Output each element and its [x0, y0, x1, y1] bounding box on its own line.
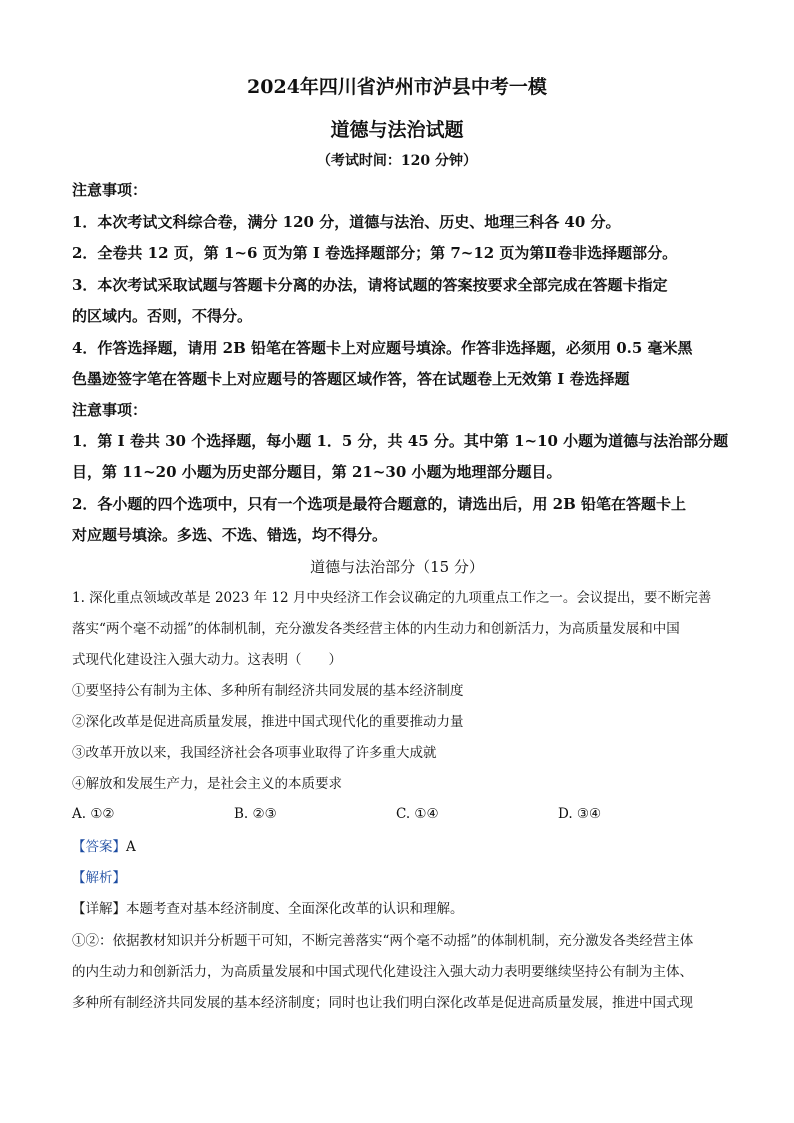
detail-intro: 本题考查对基本经济制度、全面深化改革的认识和理解。 — [126, 901, 464, 917]
exam-title: 2024年四川省泸州市泸县中考一模 — [247, 76, 547, 98]
answer-tag: 【答案】 — [72, 839, 126, 855]
section-heading: 道德与法治部分（15 分） — [310, 558, 484, 576]
notice-1-item-3a: 3．本次考试采取试题与答题卡分离的办法，请将试题的答案按要求全部完成在答题卡指定 — [72, 276, 668, 294]
detail-tag: 【详解】 — [72, 901, 126, 917]
analysis-tag: 【解析】 — [72, 870, 126, 886]
option-c: C. ①④ — [396, 806, 439, 822]
notice-2-item-1b: 目，第 11~20 小题为历史部分题目，第 21~30 小题为地理部分题目。 — [72, 463, 562, 481]
detail-paragraph-1b: 的内生动力和创新活力，为高质量发展和中国式现代化建设注入强大动力表明要继续坚持公有制为主体、 — [72, 964, 693, 980]
question-1-stem-1: 1. 深化重点领域改革是 2023 年 12 月中央经济工作会议确定的九项重点工作之一。会议提出，要不断完善 — [72, 590, 712, 606]
answer-line — [72, 837, 722, 857]
notice-1-item-4b: 色墨迹签字笔在答题卡上对应题号的答题区域作答，答在试题卷上无效第 I 卷选择题 — [72, 370, 630, 388]
detail-paragraph-1a: ①②：依据教材知识并分析题干可知，不断完善落实“两个毫不动摇”的体制机制，充分激发各类经营主体 — [72, 933, 694, 949]
notice-heading-1: 注意事项： — [72, 181, 148, 199]
notice-2-item-1a: 1．第 I 卷共 30 个选择题，每小题 1．5 分，共 45 分。其中第 1~10 小题为道德与法治部分题 — [72, 432, 729, 450]
exam-subject: 道德与法治试题 — [330, 119, 464, 141]
notice-heading-2: 注意事项： — [72, 401, 148, 419]
option-b: B. ②③ — [234, 806, 277, 822]
detail-line — [72, 899, 722, 919]
question-1-statement-1: ①要坚持公有制为主体、多种所有制经济共同发展的基本经济制度 — [72, 683, 464, 699]
option-a: A. ①② — [72, 806, 115, 822]
question-1-statement-4: ④解放和发展生产力，是社会主义的本质要求 — [72, 776, 342, 792]
notice-1-item-1: 1．本次考试文科综合卷，满分 120 分，道德与法治、历史、地理三科各 40 分。 — [72, 213, 621, 231]
question-1-statement-2: ②深化改革是促进高质量发展，推进中国式现代化的重要推动力量 — [72, 714, 464, 730]
option-d: D. ③④ — [558, 806, 602, 822]
notice-2-item-2b: 对应题号填涂。多选、不选、错选，均不得分。 — [72, 526, 388, 544]
analysis-line — [72, 868, 722, 888]
question-1-statement-3: ③改革开放以来，我国经济社会各项事业取得了许多重大成就 — [72, 745, 437, 761]
notice-1-item-3b: 的区域内。否则，不得分。 — [72, 307, 253, 325]
question-1-stem-2: 落实“两个毫不动摇”的体制机制，充分激发各类经营主体的内生动力和创新活力，为高质量发展和中国 — [72, 621, 680, 637]
notice-1-item-2: 2．全卷共 12 页，第 1~6 页为第 I 卷选择题部分；第 7~12 页为第Ⅱ卷非选择题部分。 — [72, 244, 678, 262]
notice-1-item-4a: 4．作答选择题，请用 2B 铅笔在答题卡上对应题号填涂。作答非选择题，必须用 0.5 毫米黑 — [72, 339, 693, 357]
answer-value: A — [126, 839, 136, 855]
question-1-stem-3: 式现代化建设注入强大动力。这表明（ ） — [72, 652, 342, 668]
notice-2-item-2a: 2．各小题的四个选项中，只有一个选项是最符合题意的，请选出后，用 2B 铅笔在答题卡上 — [72, 495, 687, 513]
exam-time: （考试时间：120 分钟） — [316, 153, 478, 169]
detail-paragraph-1c: 多种所有制经济共同发展的基本经济制度；同时也让我们明白深化改革是促进高质量发展，推进中国式现 — [72, 995, 693, 1011]
